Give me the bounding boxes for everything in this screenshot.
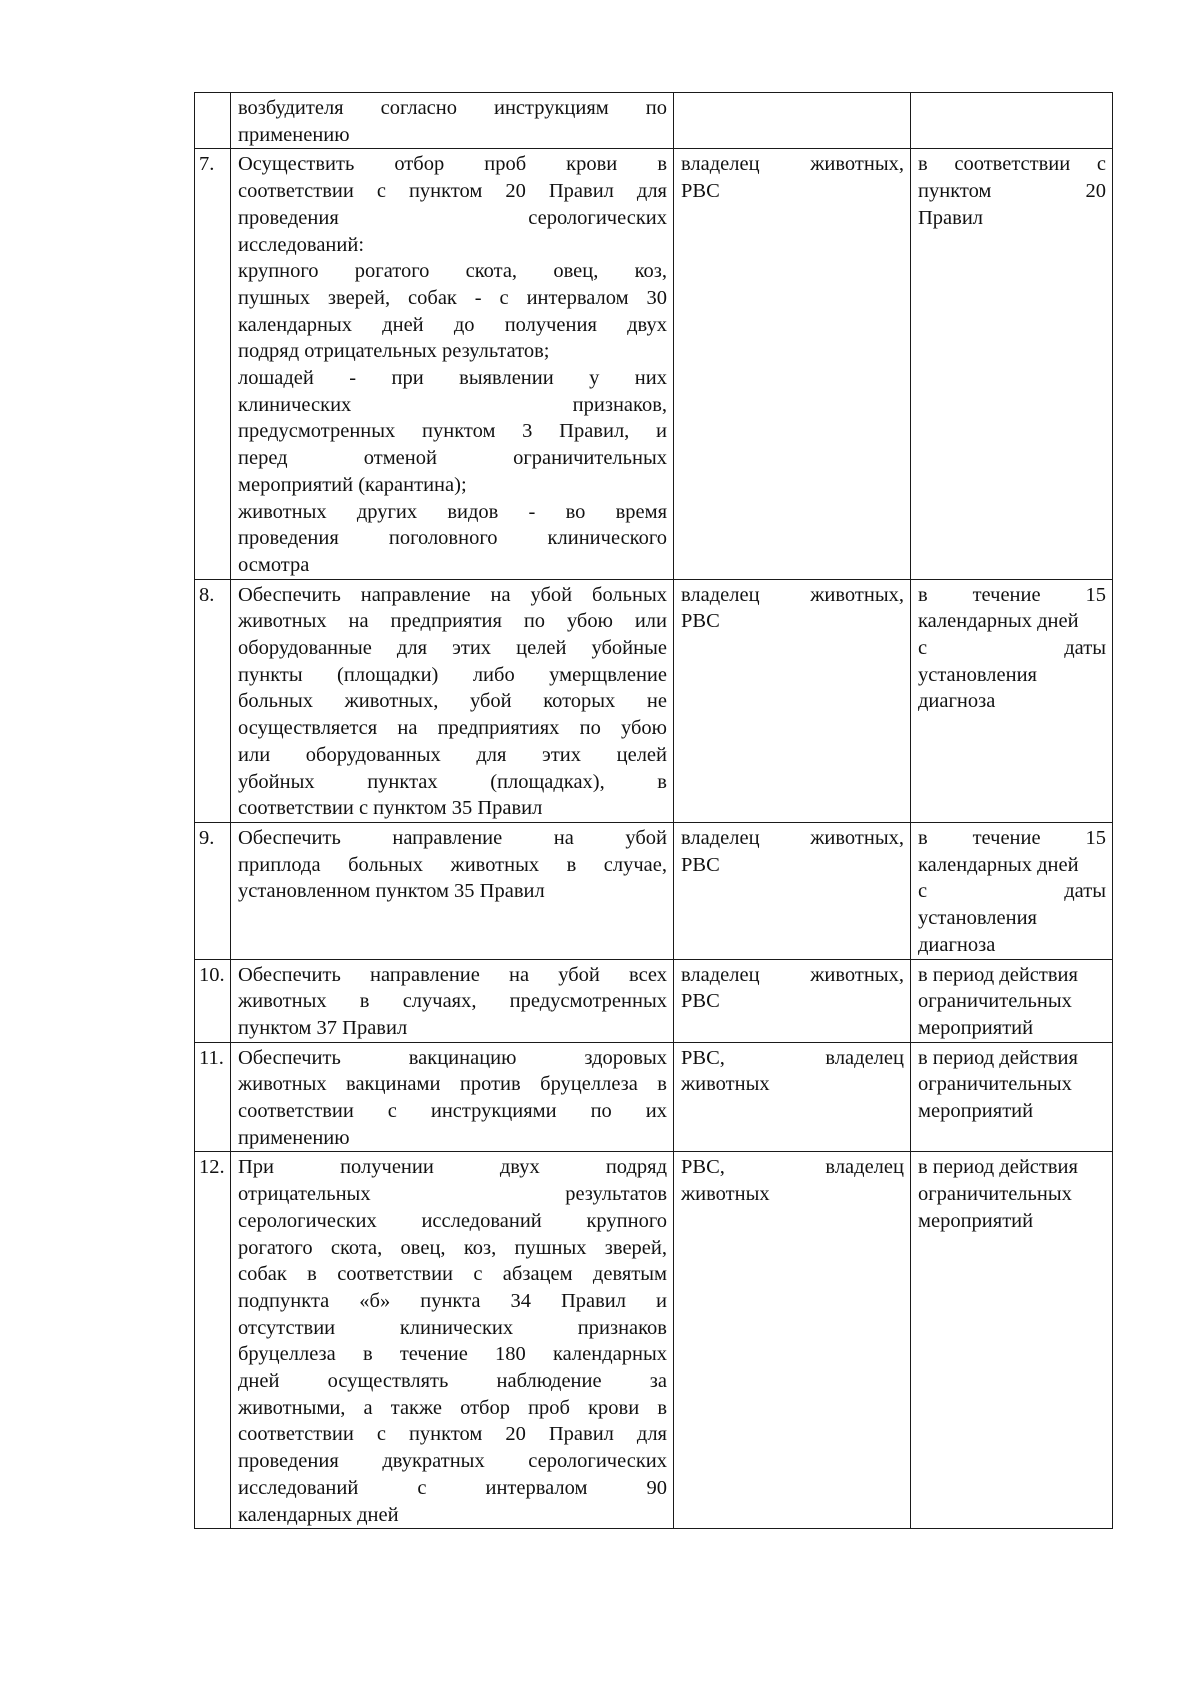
- executor-cell: [674, 822, 911, 959]
- deadline-cell-line: календарных дней: [918, 610, 1079, 633]
- measures-table-body: [195, 93, 1113, 1529]
- measure-cell-line: перед отменой ограничительных: [238, 447, 667, 470]
- deadline-cell-line: установления: [918, 663, 1037, 686]
- table-row: [195, 822, 1113, 959]
- table-row: [195, 93, 1113, 149]
- measure-cell-line: соответствии с пунктом 20 Правил для: [238, 180, 667, 203]
- table-row: [195, 959, 1113, 1042]
- row-number: 12.: [195, 1152, 231, 1529]
- table-row: [195, 1152, 1113, 1529]
- deadline-cell-line: в соответствии с: [918, 153, 1106, 176]
- measure-cell: [231, 93, 674, 149]
- executor-cell-line: РВС, владелец: [681, 1156, 904, 1179]
- measure-cell-line: животных в случаях, предусмотренных: [238, 990, 667, 1013]
- measure-cell-line: календарных дней до получения двух: [238, 313, 667, 336]
- measures-table: [194, 92, 1113, 1529]
- measure-cell-line: осуществляется на предприятиях по убою: [238, 717, 667, 740]
- executor-cell: [674, 149, 911, 579]
- executor-cell: [674, 1152, 911, 1529]
- row-number: [195, 93, 231, 149]
- executor-cell: [674, 579, 911, 822]
- row-number: 8.: [195, 579, 231, 822]
- measure-cell-line: осмотра: [238, 553, 310, 576]
- measure-cell-line: исследований с интервалом 90: [238, 1476, 667, 1499]
- measure-cell-line: Обеспечить направление на убой: [238, 826, 667, 849]
- measure-cell-line: проведения серологических: [238, 206, 667, 229]
- row-number: 10.: [195, 959, 231, 1042]
- measure-cell-line: оборудованные для этих целей убойные: [238, 637, 667, 660]
- measure-cell-line: исследований:: [238, 233, 365, 256]
- measure-cell-line: или оборудованных для этих целей: [238, 743, 667, 766]
- measure-cell-line: пушных зверей, собак - с интервалом 30: [238, 286, 667, 309]
- measure-cell: [231, 149, 674, 579]
- measure-cell-line: дней осуществлять наблюдение за: [238, 1370, 667, 1393]
- measure-cell-line: установленном пунктом 35 Правил: [238, 880, 545, 903]
- measure-cell-line: предусмотренных пунктом 3 Правил, и: [238, 420, 667, 443]
- table-row: [195, 149, 1113, 579]
- deadline-cell: [911, 959, 1113, 1042]
- deadline-cell: [911, 579, 1113, 822]
- executor-cell: [674, 1042, 911, 1152]
- measure-cell-line: календарных дней: [238, 1503, 399, 1526]
- measure-cell-line: мероприятий (карантина);: [238, 473, 467, 496]
- deadline-cell-line: с даты: [918, 880, 1106, 903]
- measure-cell-line: убойных пунктах (площадках), в: [238, 770, 667, 793]
- executor-cell-line: животных: [681, 1073, 770, 1096]
- measure-cell-line: При получении двух подряд: [238, 1156, 667, 1179]
- measure-cell-line: Обеспечить вакцинацию здоровых: [238, 1046, 667, 1069]
- measure-cell-line: подряд отрицательных результатов;: [238, 340, 550, 363]
- measure-cell-line: проведения поголовного клинического: [238, 527, 667, 550]
- measure-cell-line: лошадей - при выявлении у них: [238, 367, 667, 390]
- row-number: 7.: [195, 149, 231, 579]
- measure-cell-line: больных животных, убой которых не: [238, 690, 667, 713]
- measure-cell: [231, 822, 674, 959]
- deadline-cell-line: ограничительных: [918, 1073, 1072, 1096]
- deadline-cell-line: Правил: [918, 206, 984, 229]
- measure-cell-line: Осуществить отбор проб крови в: [238, 153, 667, 176]
- deadline-cell: [911, 1042, 1113, 1152]
- deadline-cell-line: календарных дней: [918, 853, 1079, 876]
- executor-cell-line: РВС: [681, 610, 720, 633]
- deadline-cell-line: мероприятий: [918, 1016, 1034, 1039]
- deadline-cell-line: с даты: [918, 637, 1106, 660]
- measure-cell-line: соответствии с пунктом 35 Правил: [238, 797, 543, 820]
- deadline-cell: [911, 822, 1113, 959]
- executor-cell-line: владелец животных,: [681, 153, 904, 176]
- executor-cell-line: животных: [681, 1183, 770, 1206]
- measure-cell: [231, 1152, 674, 1529]
- deadline-cell-line: в течение 15: [918, 826, 1106, 849]
- deadline-cell-line: установления: [918, 907, 1037, 930]
- deadline-cell-line: в период действия: [918, 1046, 1078, 1069]
- deadline-cell-line: мероприятий: [918, 1209, 1034, 1232]
- deadline-cell-line: мероприятий: [918, 1100, 1034, 1123]
- deadline-cell-line: ограничительных: [918, 1183, 1072, 1206]
- measure-cell-line: проведения двукратных серологических: [238, 1450, 667, 1473]
- row-number: 11.: [195, 1042, 231, 1152]
- measure-cell-line: применению: [238, 1126, 350, 1149]
- measure-cell-line: животных на предприятия по убою или: [238, 610, 667, 633]
- measure-cell-line: Обеспечить направление на убой больных: [238, 583, 667, 606]
- row-number: 9.: [195, 822, 231, 959]
- executor-cell: [674, 93, 911, 149]
- executor-cell-line: владелец животных,: [681, 963, 904, 986]
- executor-cell: [674, 959, 911, 1042]
- measure-cell-line: подпункта «б» пункта 34 Правил и: [238, 1289, 667, 1312]
- table-row: [195, 579, 1113, 822]
- executor-cell-line: владелец животных,: [681, 826, 904, 849]
- deadline-cell-line: ограничительных: [918, 990, 1072, 1013]
- measure-cell-line: клинических признаков,: [238, 393, 667, 416]
- deadline-cell: [911, 1152, 1113, 1529]
- executor-cell-line: РВС, владелец: [681, 1046, 904, 1069]
- executor-cell-line: владелец животных,: [681, 583, 904, 606]
- deadline-cell: [911, 149, 1113, 579]
- measure-cell-line: животными, а также отбор проб крови в: [238, 1396, 667, 1419]
- measure-cell-line: приплода больных животных в случае,: [238, 853, 667, 876]
- measure-cell-line: крупного рогатого скота, овец, коз,: [238, 260, 667, 283]
- measure-cell-line: пункты (площадки) либо умерщвление: [238, 663, 667, 686]
- measure-cell-line: Обеспечить направление на убой всех: [238, 963, 667, 986]
- deadline-cell-line: в период действия: [918, 963, 1078, 986]
- measure-cell-line: серологических исследований крупного: [238, 1209, 667, 1232]
- measure-cell-line: отсутствии клинических признаков: [238, 1316, 667, 1339]
- measure-cell-line: возбудителя согласно инструкциям по: [238, 97, 667, 119]
- executor-cell-line: РВС: [681, 853, 720, 876]
- deadline-cell-line: диагноза: [918, 690, 996, 713]
- measure-cell-line: животных вакцинами против бруцеллеза в: [238, 1073, 667, 1096]
- table-row: [195, 1042, 1113, 1152]
- deadline-cell-line: диагноза: [918, 933, 996, 956]
- measure-cell-line: соответствии с пунктом 20 Правил для: [238, 1423, 667, 1446]
- deadline-cell-line: в период действия: [918, 1156, 1078, 1179]
- measure-cell: [231, 579, 674, 822]
- measure-cell: [231, 1042, 674, 1152]
- deadline-cell-line: в течение 15: [918, 583, 1106, 606]
- deadline-cell: [911, 93, 1113, 149]
- measure-cell-line: животных других видов - во время: [238, 500, 667, 523]
- executor-cell-line: РВС: [681, 990, 720, 1013]
- measure-cell-line: бруцеллеза в течение 180 календарных: [238, 1343, 667, 1366]
- measure-cell-line: применению: [238, 123, 350, 146]
- deadline-cell-line: пунктом 20: [918, 180, 1106, 203]
- measure-cell-line: пунктом 37 Правил: [238, 1016, 408, 1039]
- measure-cell-line: собак в соответствии с абзацем девятым: [238, 1263, 667, 1286]
- measure-cell-line: отрицательных результатов: [238, 1183, 667, 1206]
- measure-cell-line: рогатого скота, овец, коз, пушных зверей,: [238, 1236, 667, 1259]
- measure-cell-line: соответствии с инструкциями по их: [238, 1100, 667, 1123]
- executor-cell-line: РВС: [681, 180, 720, 203]
- measure-cell: [231, 959, 674, 1042]
